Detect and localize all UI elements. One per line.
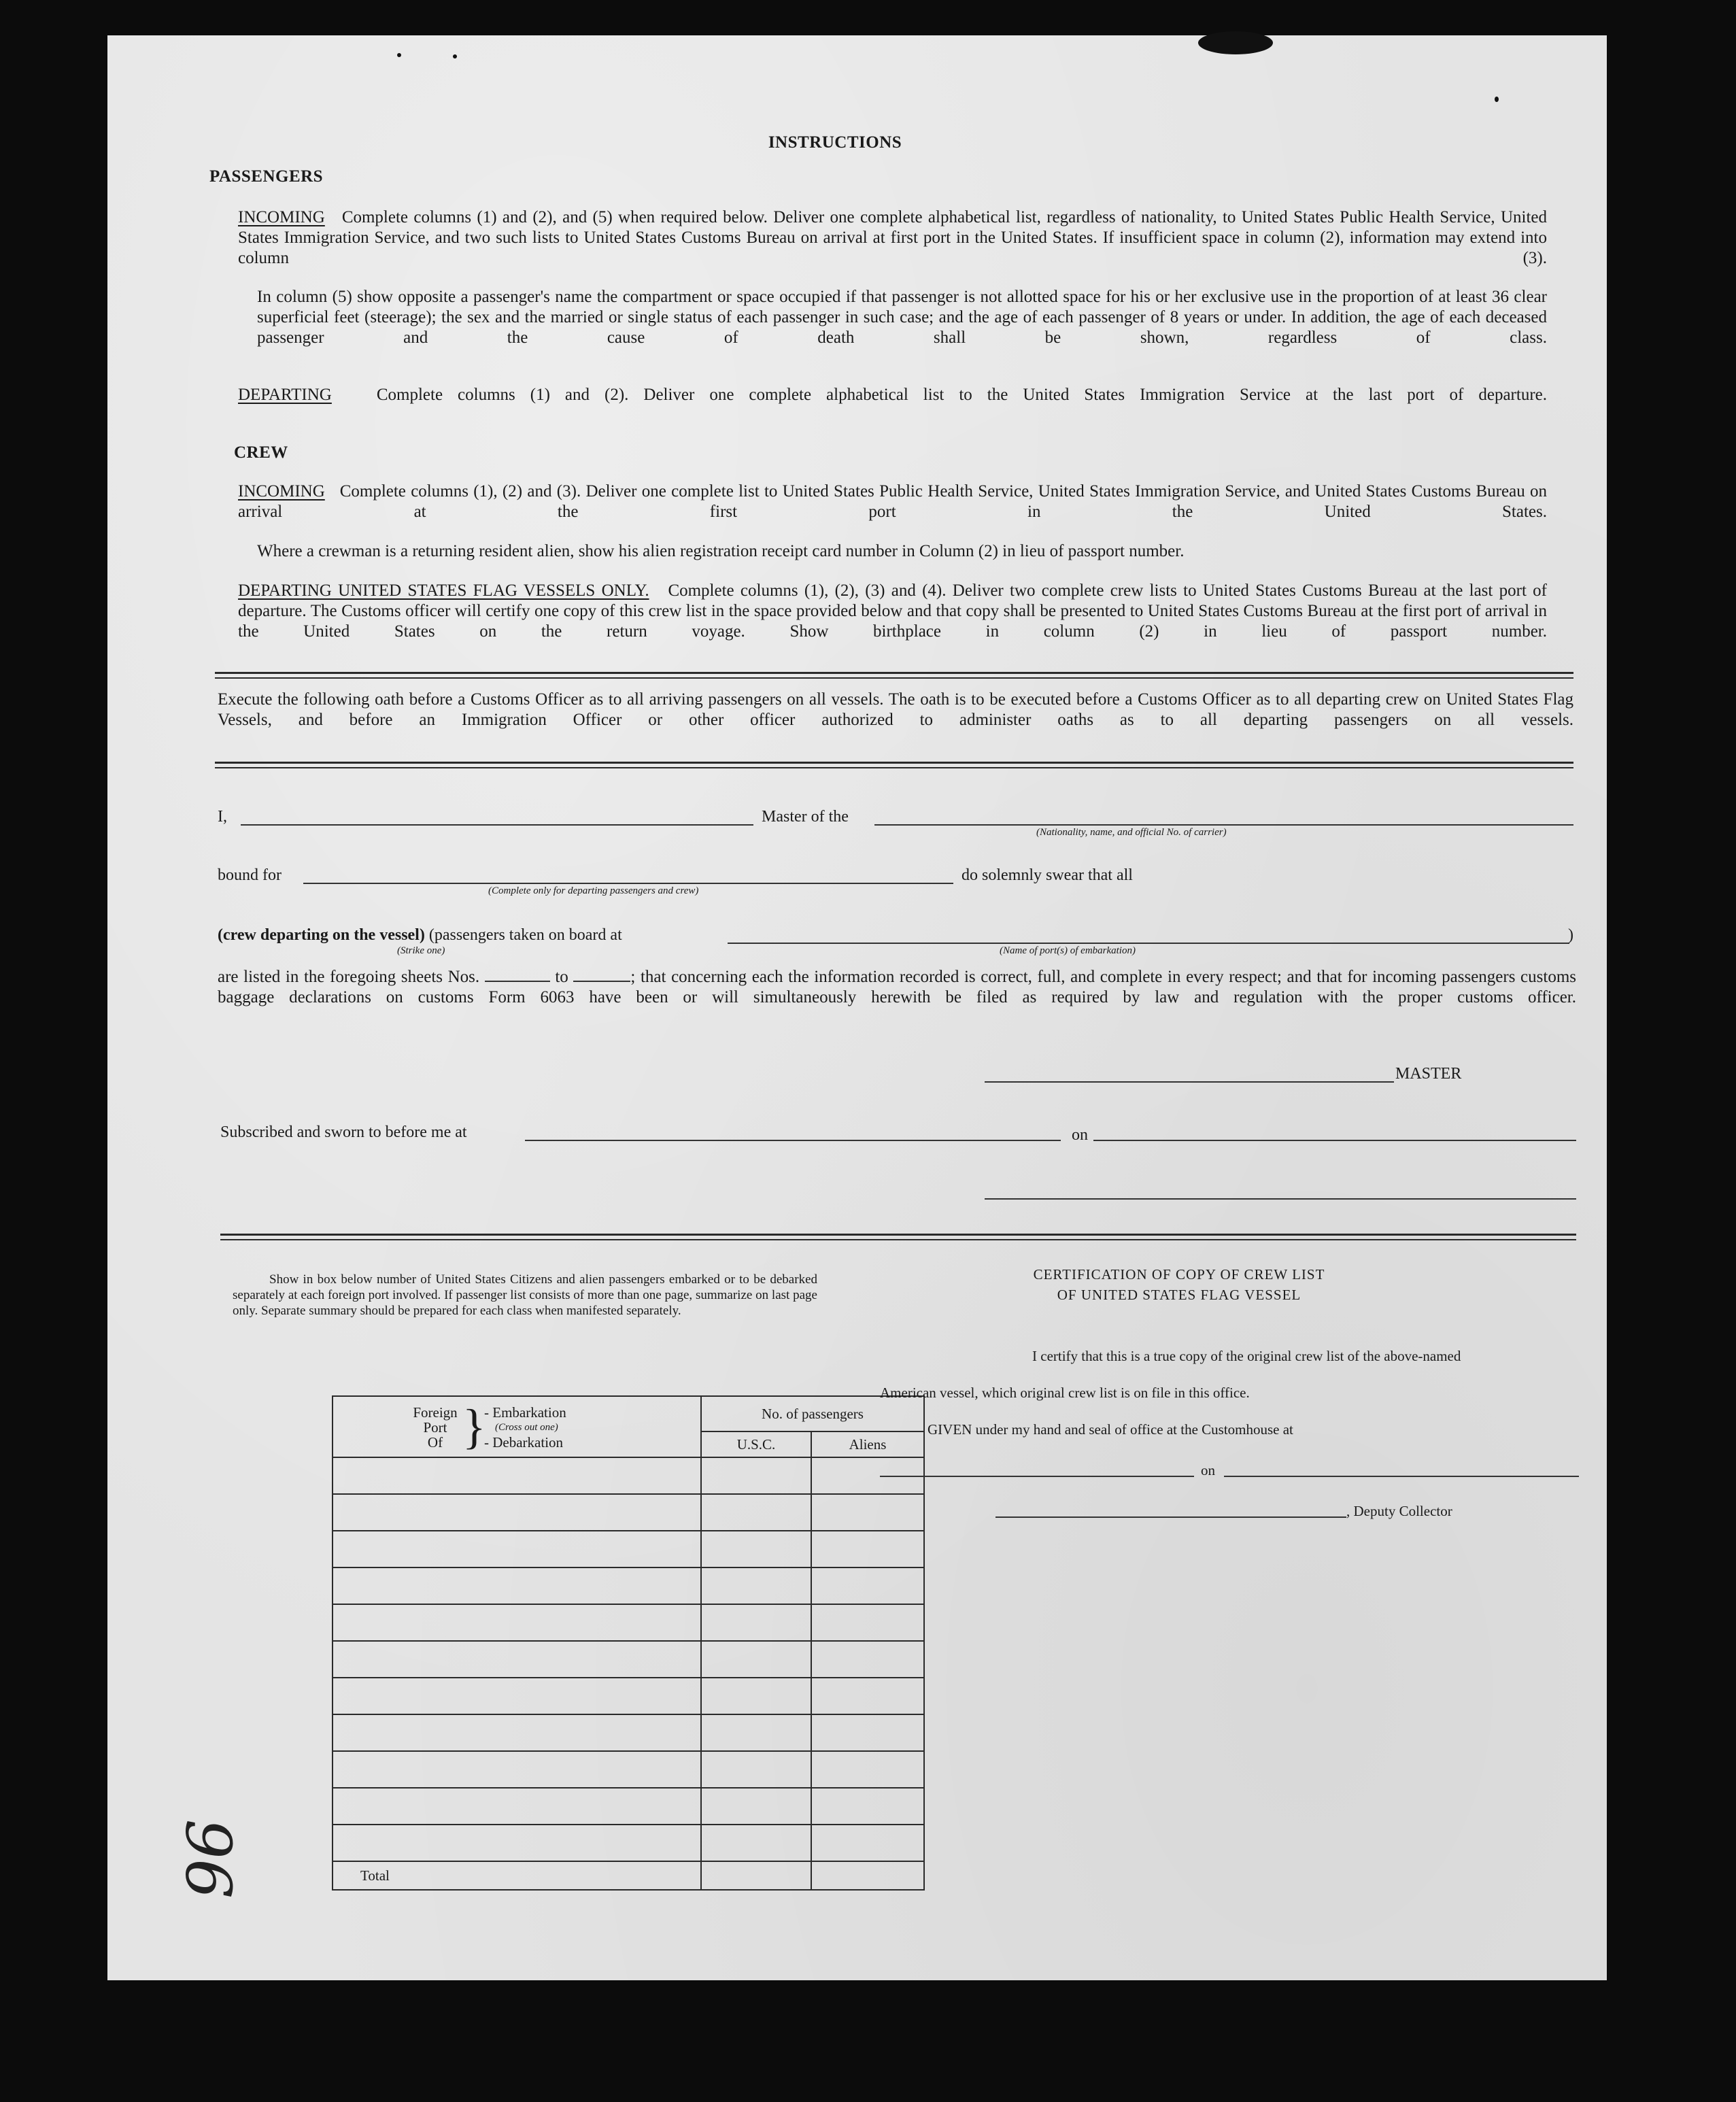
total-label: Total <box>333 1861 701 1890</box>
cross-out-hint: (Cross out one) <box>495 1422 558 1433</box>
certification-date-field[interactable] <box>1224 1476 1579 1477</box>
master-of-the-label: Master of the <box>762 808 849 826</box>
port-cell[interactable] <box>333 1751 701 1788</box>
summary-row <box>333 1457 924 1494</box>
ink-dot <box>453 54 457 58</box>
oath-intro: Execute the following oath before a Customs Officer as to all arriving passengers on all vessels. The oath is to be executed before a Customs Officer as to all departing crew on United States Flag Vessels, and before an Immigration Officer or other officer authorized to administer oaths as to all departing passengers on all vessels. <box>218 690 1573 729</box>
usc-cell[interactable] <box>701 1788 811 1825</box>
aliens-cell[interactable] <box>811 1567 924 1604</box>
summary-row <box>333 1531 924 1567</box>
bound-for-field[interactable] <box>303 883 953 884</box>
bleed-through-text <box>1223 69 1227 90</box>
usc-cell[interactable] <box>701 1825 811 1861</box>
crew-incoming-paragraph <box>238 481 1547 543</box>
summary-row <box>333 1714 924 1751</box>
crew-heading: CREW <box>234 443 288 462</box>
passengers-column5-paragraph: In column (5) show opposite a passenger's name the compartment or space occupied if that passenger is not allotted space for his or her exclusive use in the proportion of at least 36 clear superficial feet (steerage); the sex and the married or single status of each passenger in such case; and the age of each passenger of 8 years or under. In addition, the age of each deceased passenger and the cause of death shall be shown, regardless of class. <box>257 288 1547 347</box>
aliens-cell[interactable] <box>811 1494 924 1531</box>
certification-on: on <box>1201 1462 1215 1478</box>
sheet-to-field[interactable] <box>573 981 630 982</box>
total-aliens-cell[interactable] <box>811 1861 924 1890</box>
passengers-departing-text: Complete columns (1) and (2). Deliver one complete alphabetical list to the United States Immigration Service at the last port of departure. <box>376 386 1547 404</box>
summary-row <box>333 1494 924 1531</box>
sheet-from-field[interactable] <box>485 981 550 982</box>
passengers-departing-label: DEPARTING <box>238 386 332 404</box>
usc-cell[interactable] <box>701 1641 811 1678</box>
port-hint: (Name of port(s) of embarkation) <box>1000 945 1136 956</box>
aliens-cell[interactable] <box>811 1788 924 1825</box>
divider <box>220 1234 1576 1240</box>
oath-i-label: I, <box>218 808 227 826</box>
certification-title-1: CERTIFICATION OF COPY OF CREW LIST <box>1033 1266 1325 1283</box>
close-paren: ) <box>1568 926 1573 944</box>
crew-passengers-choice <box>218 926 622 945</box>
crew-departing-label: DEPARTING UNITED STATES FLAG VESSELS ONLY. <box>238 581 649 600</box>
embarkation-label[interactable]: - Embarkation <box>484 1404 566 1421</box>
crew-incoming-label: INCOMING <box>238 482 325 501</box>
port-cell[interactable] <box>333 1825 701 1861</box>
passengers-incoming-label: INCOMING <box>238 208 325 226</box>
ink-blot <box>1198 31 1273 54</box>
certification-title-2: OF UNITED STATES FLAG VESSEL <box>1057 1287 1301 1303</box>
carrier-field[interactable] <box>874 824 1573 826</box>
usc-cell[interactable] <box>701 1531 811 1567</box>
aliens-cell[interactable] <box>811 1678 924 1714</box>
listed-paragraph <box>218 967 1576 1028</box>
total-usc-cell[interactable] <box>701 1861 811 1890</box>
usc-cell[interactable] <box>701 1714 811 1751</box>
swear-label: do solemnly swear that all <box>961 866 1133 884</box>
foreign-port-header <box>333 1396 701 1457</box>
strike-one-hint: (Strike one) <box>397 945 445 956</box>
handwritten-page-number: 96 <box>174 1818 247 1899</box>
subscribed-on-label: on <box>1072 1126 1088 1144</box>
aliens-cell[interactable] <box>811 1751 924 1788</box>
summary-row <box>333 1788 924 1825</box>
no-passengers-header: No. of passengers <box>701 1396 924 1431</box>
divider <box>215 762 1573 768</box>
usc-cell[interactable] <box>701 1494 811 1531</box>
usc-cell[interactable] <box>701 1457 811 1494</box>
summary-row <box>333 1604 924 1641</box>
port-cell[interactable] <box>333 1457 701 1494</box>
port-cell[interactable] <box>333 1567 701 1604</box>
of-label: Of <box>427 1434 443 1451</box>
to-label: to <box>555 968 568 986</box>
crew-resident-paragraph: Where a crewman is a returning resident alien, show his alien registration receipt card number in Column (2) in lieu of passport number. <box>257 542 1185 560</box>
listed-text: ; that concerning each the information recorded is correct, full, and complete in every respect; and that for incoming passengers customs baggage declarations on customs Form 6063 have been or will simultaneously herewith be filed as required by law and regulation with the proper customs officer. <box>218 968 1576 1006</box>
summary-instruction: Show in box below number of United States Citizens and alien passengers embarked or to be debarked separately at each foreign port involved. If passenger list consists of more than one page, summarize on last page only. Separate summary should be prepared for each class when manifested separately. <box>233 1272 817 1318</box>
usc-cell[interactable] <box>701 1751 811 1788</box>
port-cell[interactable] <box>333 1788 701 1825</box>
port-cell[interactable] <box>333 1604 701 1641</box>
bound-for-label: bound for <box>218 866 282 884</box>
passenger-summary-table <box>332 1395 925 1891</box>
subscribed-label: Subscribed and sworn to before me at <box>220 1123 467 1141</box>
ink-dot <box>397 53 401 57</box>
master-label: MASTER <box>1395 1065 1462 1083</box>
usc-cell[interactable] <box>701 1678 811 1714</box>
embarkation-port-field[interactable] <box>728 943 1569 944</box>
summary-row <box>333 1641 924 1678</box>
summary-row <box>333 1678 924 1714</box>
usc-cell[interactable] <box>701 1604 811 1641</box>
usc-cell[interactable] <box>701 1567 811 1604</box>
aliens-cell[interactable] <box>811 1825 924 1861</box>
deputy-collector-label: , Deputy Collector <box>1346 1503 1452 1519</box>
port-cell[interactable] <box>333 1494 701 1531</box>
summary-row <box>333 1751 924 1788</box>
subscribed-date-field[interactable] <box>1093 1140 1576 1141</box>
crew-departing-text: Complete columns (1), (2), (3) and (4). Deliver two complete crew lists to United States Customs Bureau at the last port of departure. The Customs officer will certify one copy of this crew list in the space provided below and that copy shall be presented to United States Customs Bureau at the first port of arrival in the United States on the return voyage. Show birthplace in column (2) in lieu of passport number. <box>238 581 1547 641</box>
officer-signature-field[interactable] <box>985 1198 1576 1200</box>
passengers-departing-paragraph <box>238 385 1547 426</box>
master-name-field[interactable] <box>241 824 753 826</box>
certification-line-1: I certify that this is a true copy of the original crew list of the above-named <box>1032 1348 1461 1364</box>
divider <box>215 672 1573 679</box>
summary-row <box>333 1825 924 1861</box>
certification-line-2: American vessel, which original crew list is on file in this office. <box>880 1385 1250 1401</box>
crew-departing-option[interactable]: (crew departing on the vessel) <box>218 926 425 944</box>
passengers-heading: PASSENGERS <box>209 167 324 186</box>
deputy-signature-field[interactable] <box>995 1516 1346 1518</box>
page-title: INSTRUCTIONS <box>768 133 902 152</box>
subscribed-place-field[interactable] <box>525 1140 1061 1141</box>
master-signature-field[interactable] <box>985 1081 1394 1083</box>
port-cell[interactable] <box>333 1531 701 1567</box>
passengers-incoming-text: Complete columns (1) and (2), and (5) when required below. Deliver one complete alphabetical list, regardless of nationality, to United States Public Health Service, United States Immigration Service, and two such lists to United States Customs Bureau on arrival at first port in the United States. If insufficient space in column (2), information may extend into column (3). <box>238 208 1547 267</box>
debarkation-label[interactable]: - Debarkation <box>484 1434 564 1451</box>
port-cell[interactable] <box>333 1678 701 1714</box>
listed-label: are listed in the foregoing sheets Nos. <box>218 968 480 986</box>
usc-header: U.S.C. <box>701 1431 811 1457</box>
ink-dot <box>1495 97 1499 102</box>
passengers-incoming-paragraph <box>238 207 1547 289</box>
aliens-cell[interactable] <box>811 1604 924 1641</box>
crew-incoming-text: Complete columns (1), (2) and (3). Deliver one complete list to United States Public Health Service, United States Immigration Service, and United States Customs Bureau on arrival at the first port in the United States. <box>238 482 1547 521</box>
brace-icon: } <box>462 1400 486 1454</box>
aliens-cell[interactable] <box>811 1641 924 1678</box>
foreign-label: Foreign <box>413 1404 458 1421</box>
port-cell[interactable] <box>333 1641 701 1678</box>
carrier-hint: (Nationality, name, and official No. of carrier) <box>1036 827 1227 838</box>
bound-for-hint: (Complete only for departing passengers and crew) <box>488 885 699 896</box>
summary-row <box>333 1567 924 1604</box>
port-label: Port <box>423 1419 447 1436</box>
aliens-header: Aliens <box>811 1431 924 1457</box>
port-cell[interactable] <box>333 1714 701 1751</box>
aliens-cell[interactable] <box>811 1531 924 1567</box>
form-page <box>107 35 1607 1980</box>
passengers-taken-option[interactable]: (passengers taken on board at <box>428 926 622 944</box>
crew-departing-paragraph <box>238 581 1547 662</box>
certification-given: GIVEN under my hand and seal of office at the Customhouse at <box>927 1421 1293 1438</box>
customhouse-field[interactable] <box>880 1476 1194 1477</box>
aliens-cell[interactable] <box>811 1714 924 1751</box>
